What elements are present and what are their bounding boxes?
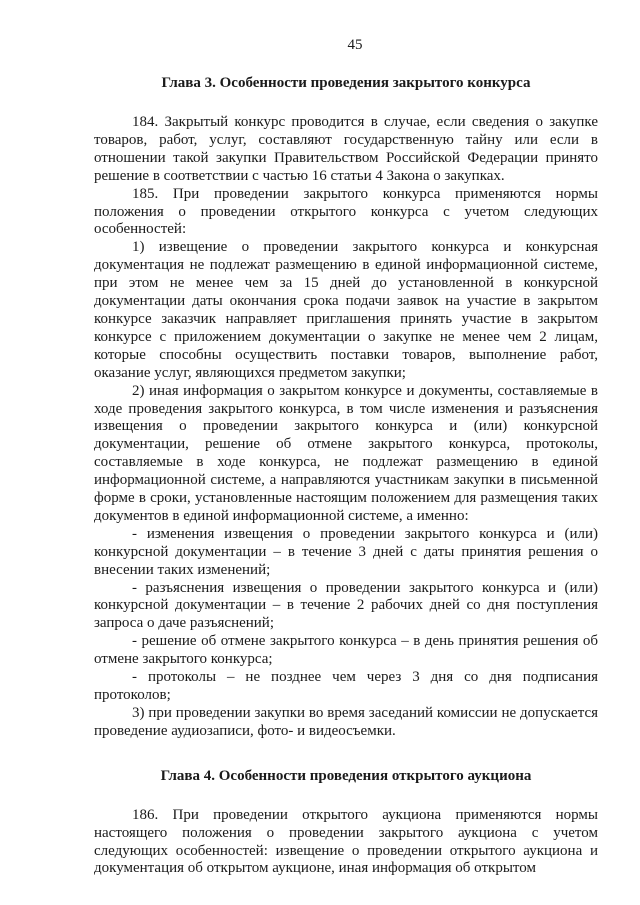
dash-item-cancellation: - решение об отмене закрытого конкурса – в день принятия решения об отмене закрытого конкурса; [94,633,598,668]
chapter-4-heading: Глава 4. Особенности проведения открытого аукциона [160,767,532,784]
chapter-3-body [94,114,598,741]
dash-item-clarifications: - разъяснения извещения о проведении закрытого конкурса и (или) конкурсной документации – в течение 2 рабочих дней со дня поступления запроса о даче разъяснений; [94,579,598,632]
paragraph-185: 185. При проведении закрытого конкурса применяются нормы положения о проведении открытого конкурса с учетом следующих особенностей: [94,185,598,238]
dash-item-changes: - изменения извещения о проведении закрытого конкурса и (или) конкурсной документации – в течение 3 дней с даты принятия решения о внесении таких изменений; [94,525,598,578]
page-number: 45 [347,37,363,53]
chapter-3-heading: Глава 3. Особенности проведения закрытого конкурса [161,75,531,91]
dash-item-protocols: - протоколы – не позднее чем через 3 дня со дня подписания протоколов; [94,669,598,703]
list-item-2: 2) иная информация о закрытом конкурсе и документы, составляемые в ходе проведения закрытого конкурса, в том числе изменения и разъяснения извещения о проведении закрытого конкурса и (или) конкурсной документации, решение об отмене закрытого конкурса, протоколы, составляемые в ходе конкурса, не подлежат размещению в единой информационной системе, а направляются участникам закупки в письменной форме в сроки, установленные настоящим положением для размещения таких документов в единой информационной системе, а именно: [94,382,598,524]
chapter-4-body [94,807,598,879]
paragraph-186: 186. При проведении открытого аукциона применяются нормы настоящего положения о проведении закрытого аукциона с учетом следующих особенностей: извещение о проведении открытого аукциона и документация об открытом аукционе, иная информация об открытом [94,806,598,877]
document-page [94,36,598,878]
list-item-1: 1) извещение о проведении закрытого конкурса и конкурсная документация не подлежат размещению в единой информационной системе, при этом не менее чем за 15 дней до установленной в конкурсной документации даты окончания срока подачи заявок на участие в закрытом конкурсе заказчик направляет приглашения принять участие в закрытом конкурсе с приложением документации о закупке не менее чем 2 лицам, которые способны осуществить поставки товаров, выполнение работ, оказание услуг, являющихся предметом закупки; [94,239,598,381]
list-item-3: 3) при проведении закупки во время заседаний комиссии не допускается проведение аудиозаписи, фото- и видеосъемки. [94,704,598,739]
paragraph-184: 184. Закрытый конкурс проводится в случае, если сведения о закупке товаров, работ, услуг, составляют государственную тайну или если в отношении такой закупки Правительством Российской Федерации принято решение в соответствии с частью 16 статьи 4 Закона о закупках. [94,114,598,184]
